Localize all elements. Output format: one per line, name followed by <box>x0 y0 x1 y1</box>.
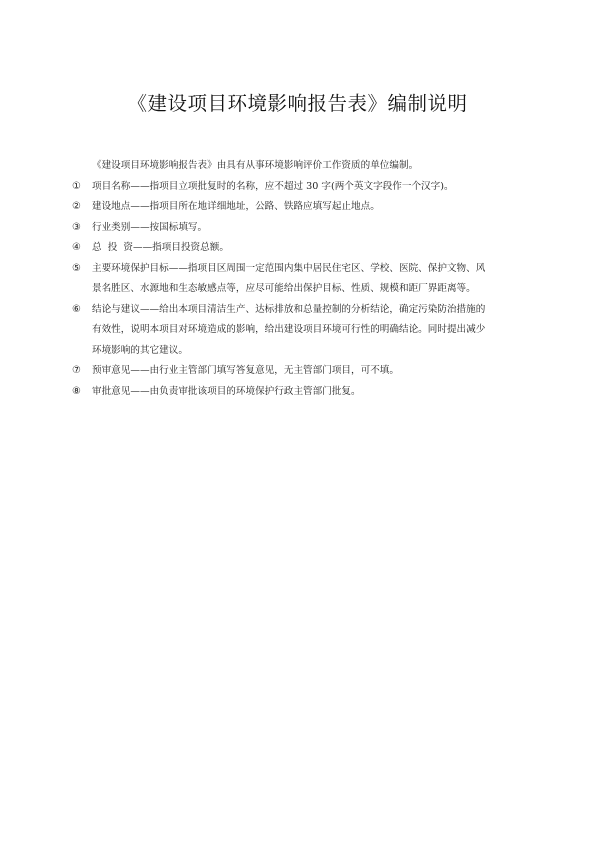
item-text-line: 主要环境保护目标——指项目区周围一定范围内集中居民住宅区、学校、医院、保护文物、风 <box>92 262 486 274</box>
intro-paragraph: 《建设项目环境影响报告表》由具有从事环境影响评价工作资质的单位编制。 <box>92 160 419 171</box>
item-number-marker: ⑧ <box>72 385 81 397</box>
item-number-marker: ④ <box>72 242 81 253</box>
item-number-marker: ⑥ <box>72 303 81 315</box>
item-number-marker: ① <box>72 180 81 192</box>
item-project-name <box>0 177 528 198</box>
item-text-line: 预审意见——由行业主管部门填写答复意见，无主管部门项目，可不填。 <box>92 365 399 376</box>
item-text-line: 行业类别——按国标填写。 <box>92 221 208 233</box>
instructions-body <box>0 156 595 402</box>
item-conclusions <box>0 300 528 362</box>
item-number-marker: ② <box>72 201 81 212</box>
item-protection-targets <box>0 259 528 300</box>
item-text-line: 环境影响的其它建议。 <box>92 344 188 356</box>
item-total-investment <box>0 238 528 259</box>
item-industry-category <box>0 218 528 239</box>
item-number-marker: ③ <box>72 221 81 233</box>
page-title: 《建设项目环境影响报告表》编制说明 <box>127 92 468 115</box>
item-text-line: 景名胜区、水源地和生态敏感点等，应尽可能给出保护目标、性质、规模和距厂界距离等。 <box>92 283 476 294</box>
item-preliminary-review <box>0 361 528 382</box>
item-number-marker: ⑦ <box>72 365 81 376</box>
item-text-line: 结论与建议——给出本项目清洁生产、达标排放和总量控制的分析结论，确定污染防治措施的 <box>92 303 486 315</box>
item-text-line: 总 投 资——指项目投资总额。 <box>92 242 229 253</box>
item-construction-site <box>0 197 528 218</box>
item-text-line: 有效性，说明本项目对环境造成的影响，给出建设项目环境可行性的明确结论。同时提出减少 <box>92 324 486 335</box>
item-text-line: 项目名称——指项目立项批复时的名称，应不超过 30 字(两个英文字段作一个汉字)。 <box>92 180 454 192</box>
item-number-marker: ⑤ <box>72 262 81 274</box>
item-text-line: 审批意见——由负责审批该项目的环境保护行政主管部门批复。 <box>92 385 361 397</box>
item-text-line: 建设地点——指项目所在地详细地址，公路、铁路应填写起止地点。 <box>92 201 380 212</box>
item-approval-opinion <box>0 382 528 403</box>
